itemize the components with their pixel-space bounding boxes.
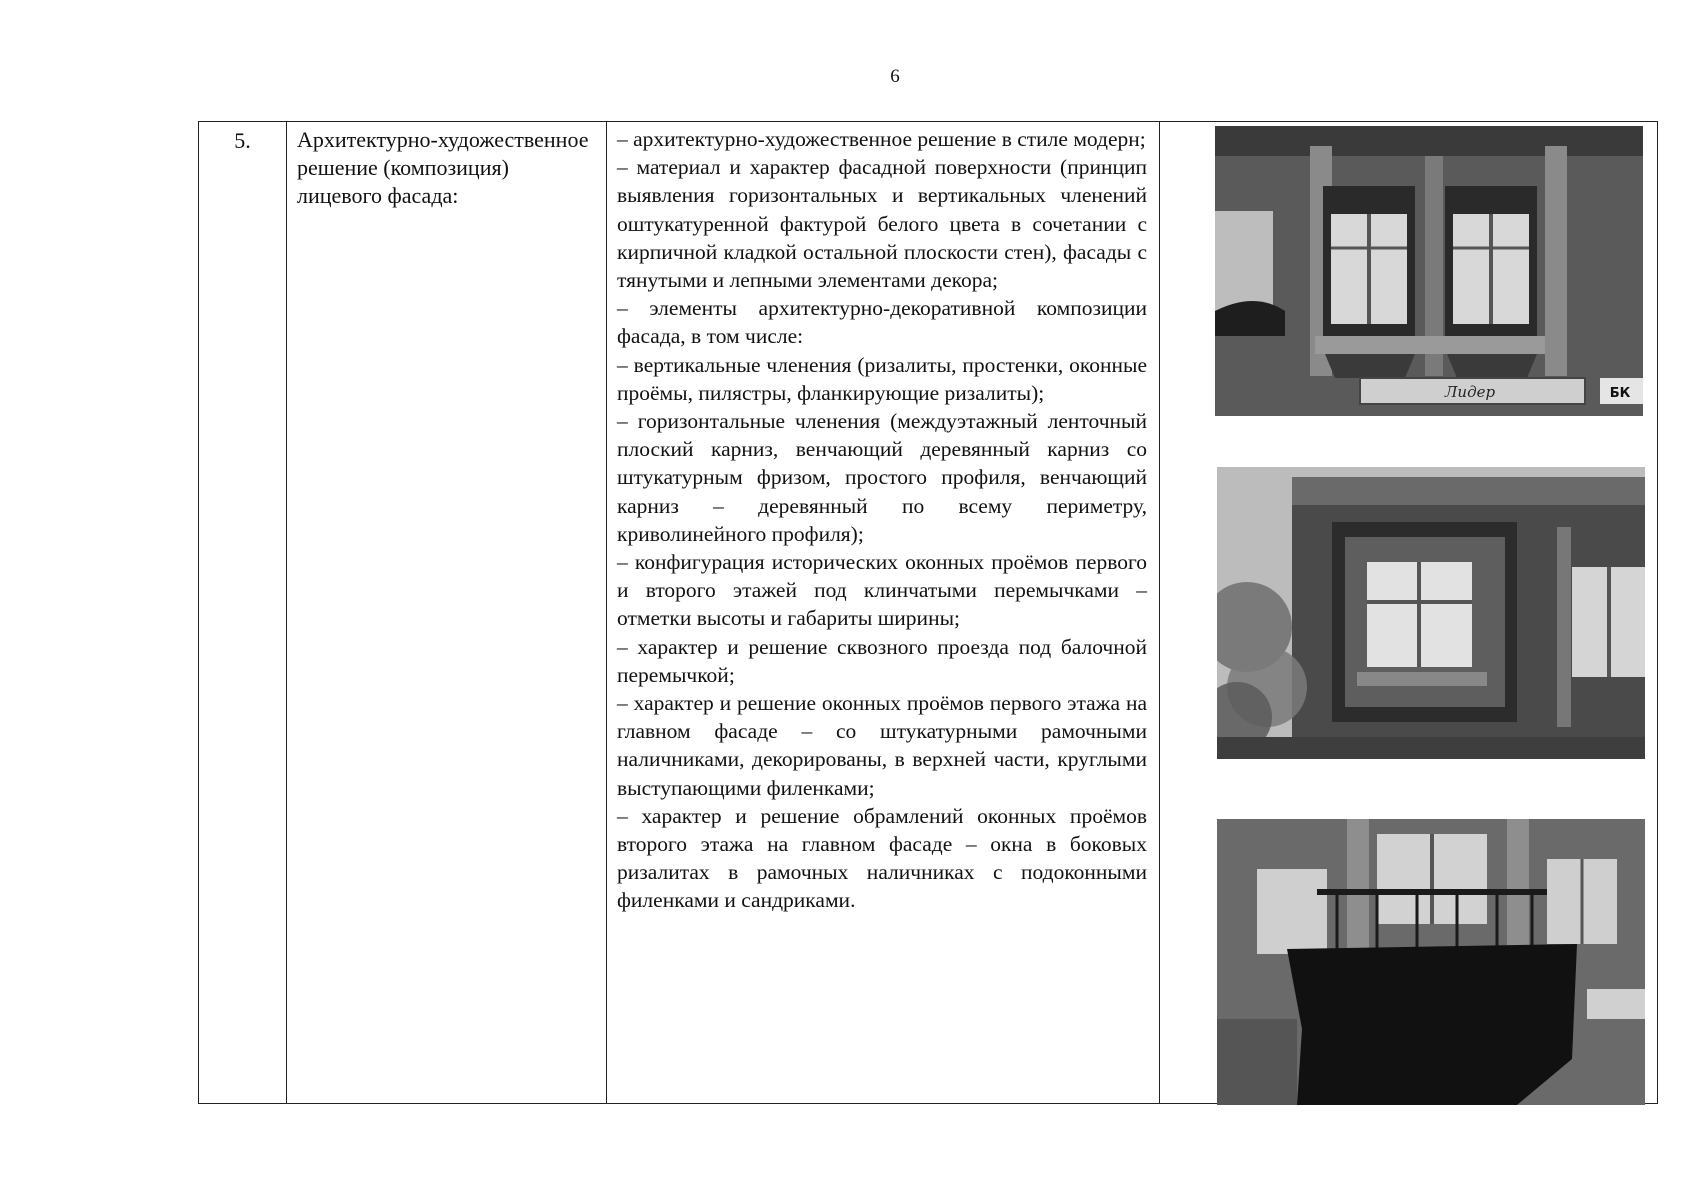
list-item: – характер и решение обрамлений оконных проёмов второго этажа на главном фасаде – окна в боковых ризалитах в рамочных наличниках с подоконными филенками и сандриками.: [617, 803, 1147, 913]
heritage-table: [198, 121, 1658, 1104]
row-name: Архитектурно-художественное решение (композиция) лицевого фасада:: [287, 122, 607, 1104]
row-number: 5.: [199, 122, 287, 1104]
list-item: – горизонтальные членения (междуэтажный ленточный плоский карниз, венчающий деревянный карниз со штукатурным фризом, простого профиля, венчающий карниз – деревянный по всему периметру, криволинейного профиля);: [617, 409, 1147, 546]
facade-photo-3: [1217, 819, 1645, 1105]
sign-text: Лидер: [1444, 383, 1496, 401]
list-item: – элементы архитектурно-декоративной композиции фасада, в том числе:: [617, 296, 1147, 349]
page-number: 6: [890, 66, 900, 87]
list-item: – материал и характер фасадной поверхности (принцип выявления горизонтальных и вертикальных членений оштукатуренной фактурой белого цвета в сочетании с кирпичной кладкой остальной плоскости стен), фасады с тянутыми и лепными элементами декора;: [617, 155, 1147, 293]
row-description: [607, 122, 1160, 1104]
list-item: – характер и решение оконных проёмов первого этажа на главном фасаде – со штукатурными рамочными наличниками, декорированы, в верхней части, круглыми выступающими филенками;: [617, 691, 1147, 800]
list-item: – конфигурация исторических оконных проёмов первого и второго этажей под клинчатыми перемычками – отметки высоты и габариты ширины;: [617, 550, 1147, 631]
list-item: – вертикальные членения (ризалиты, простенки, оконные проёмы, пилястры, фланкирующие ризалиты);: [617, 352, 1147, 405]
facade-photo-1: [1215, 126, 1643, 416]
facade-photo-2: [1217, 467, 1645, 759]
list-item: – характер и решение сквозного проезда под балочной перемычкой;: [617, 634, 1147, 687]
list-item: – архитектурно-художественное решение в стиле модерн;: [617, 127, 1146, 151]
table-row: [199, 122, 1658, 1104]
sign-text-2: БК: [1609, 386, 1631, 401]
photos-cell: [1160, 122, 1658, 1104]
